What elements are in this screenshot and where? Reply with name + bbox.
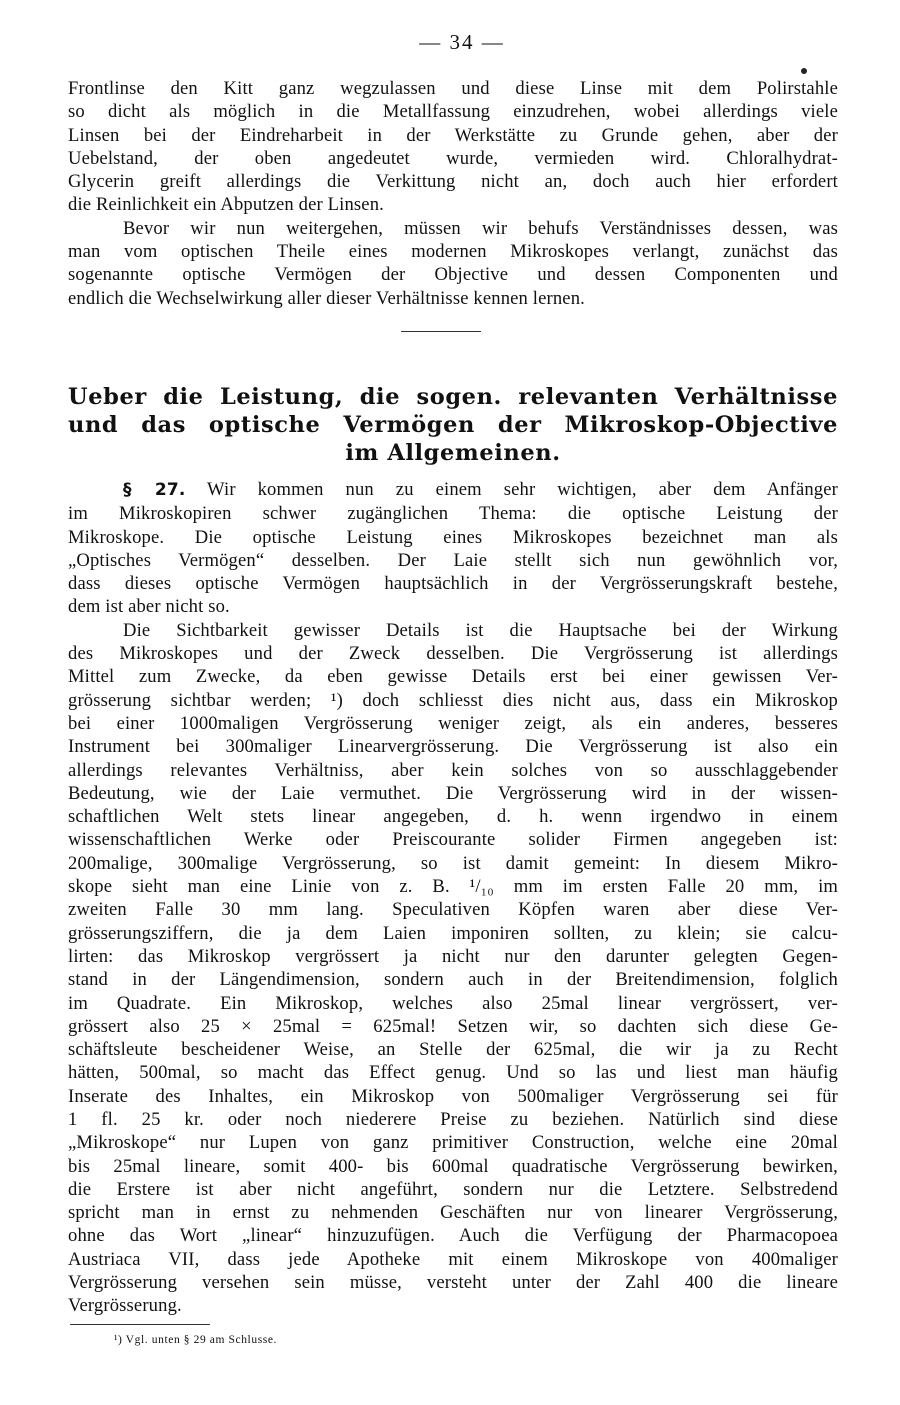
para4-line: Vergrösserung versehen sein müsse, versteht unter der Zahl 400 die lineare [68,1272,838,1294]
para4-line: Inserate des Inhaltes, ein Mikroskop von 500maliger Vergrösserung sei für [68,1085,838,1107]
para1-line: Glycerin greift allerdings die Verkittung nicht an, doch auch hier erfordert [68,171,838,193]
paragraph-section-27 [68,478,838,619]
para1-line: so dicht als möglich in die Metallfassung einzudrehen, wobei allerdings viele [68,101,838,123]
para4-line: Austriaca VII, dass jede Apotheke mit einem Mikroskope von 400maliger [68,1248,838,1270]
para4-line: zweiten Falle 30 mm lang. Speculativen Köpfen waren aber diese Ver- [68,899,838,921]
para4-line: schäftsleute bescheidener Weise, an Stelle der 625mal, die wir ja zu Recht [68,1039,838,1061]
para4-line: Die Sichtbarkeit gewisser Details ist die Hauptsache bei der Wirkung [123,619,838,641]
para3-line: Mikroskope. Die optische Leistung eines Mikroskopes bezeichnet man als [68,526,838,548]
section-mark: § 27. [123,479,186,500]
para1-line: die Reinlichkeit ein Abputzen der Linsen. [68,194,384,216]
para4-line: allerdings relevantes Verhältniss, aber kein solches von so ausschlaggebender [68,759,838,781]
page-number: — 34 — [419,30,505,54]
para3-line: im Mikroskopiren schwer zugänglichen Thema: die optische Leistung der [68,503,838,525]
para2-line: sogenannte optische Vermögen der Objective und dessen Componenten und [68,264,838,286]
para4-line: die Erstere ist aber nicht angeführt, sondern nur die Letztere. Selbstredend [68,1178,838,1200]
para3-line: dass dieses optische Vermögen hauptsächlich in der Vergrösserungskraft bestehe, [68,573,838,595]
para4-line: Instrument bei 300maliger Linearvergrösserung. Die Vergrösserung ist also ein [68,736,838,758]
para4-line: des Mikroskopes und der Zweck desselben. Die Vergrösserung ist allerdings [68,643,838,665]
para1-line: Uebelstand, der oben angedeutet wurde, vermieden wird. Chloralhydrat- [68,147,838,169]
footnote-rule [70,1324,210,1325]
para4-line: 200malige, 300malige Vergrösserung, so ist damit gemeint: In diesem Mikro- [68,852,838,874]
para4-line: stand in der Längendimension, sondern auch in der Breitendimension, folglich [68,969,838,991]
para4-line: im Quadrate. Ein Mikroskop, welches also 25mal linear vergrössert, ver- [68,992,838,1014]
para3-line: § 27. Wir kommen nun zu einem sehr wichtigen, aber dem Anfänger [123,478,838,500]
para4-line: bei einer 1000maligen Vergrösserung weniger zeigt, als ein anderes, besseres [68,712,838,734]
paragraph-2 [68,217,838,310]
para4-line: spricht man in ernst zu nehmenden Geschäften nur von linearer Vergrösserung, [68,1202,838,1224]
para4-line: Bedeutung, wie der Laie vermuthet. Die Vergrösserung wird in der wissen- [68,782,838,804]
section-separator [401,331,481,332]
heading-line: im Allgemeinen. [345,439,561,466]
para4-line: ohne das Wort „linear“ hinzuzufügen. Auch die Verfügung der Pharmacopoea [68,1225,838,1247]
heading-line: Ueber die Leistung, die sogen. relevanten Verhältnisse [68,383,838,410]
para2-line: man vom optischen Theile eines modernen Mikroskopes verlangt, zunächst das [68,241,838,263]
para1-line: Frontlinse den Kitt ganz wegzulassen und diese Linse mit dem Polirstahle [68,78,838,99]
para4-line: Mittel zum Zwecke, da eben gewisse Details erst bei einer gewissen Ver- [68,666,838,688]
para4-line: 1 fl. 25 kr. oder noch niederere Preise zu beziehen. Natürlich sind diese [68,1108,838,1130]
para1-line: Linsen bei der Eindreharbeit in der Werkstätte zu Grunde gehen, aber der [68,124,838,146]
heading-line: und das optische Vermögen der Mikroskop-Objective [68,411,838,438]
para4-line: „Mikroskope“ nur Lupen von ganz primitiver Construction, welche eine 20mal [68,1132,838,1154]
document-page [68,30,838,1347]
para4-line: grösserung sichtbar werden; ¹) doch schliesst dies nicht aus, dass ein Mikroskop [68,689,838,711]
para2-line: Bevor wir nun weitergehen, müssen wir behufs Verständnisses dessen, was [123,217,838,239]
para3-line: dem ist aber nicht so. [68,596,230,618]
para4-line: skope sieht man eine Linie von z. B. ¹/₁₀ mm im ersten Falle 20 mm, im [68,876,838,898]
para3-line: „Optisches Vermögen“ desselben. Der Laie stellt sich nun gewöhnlich vor, [68,549,838,571]
para4-line: grösserungsziffern, die ja dem Laien imponiren sollten, zu klein; sie calcu- [68,922,838,944]
para4-line: bis 25mal lineare, somit 400- bis 600mal quadratische Vergrösserung bewirken, [68,1155,838,1177]
para4-line: Vergrösserung. [68,1295,182,1317]
section-heading [68,383,838,467]
para4-line: wissenschaftlichen Werke oder Preiscourante solider Firmen angegeben ist: [68,829,838,851]
footnote: ¹) Vgl. unten § 29 am Schlusse. [114,1333,278,1346]
para4-line: grössert also 25 × 25mal = 625mal! Setzen wir, so dachten sich diese Ge- [68,1015,838,1037]
para2-line: endlich die Wechselwirkung aller dieser Verhältnisse kennen lernen. [68,287,585,309]
para4-line: schaftlichen Welt stets linear angegeben, d. h. wenn irgendwo in einem [68,806,838,828]
paragraph-1 [68,77,838,217]
paragraph-4 [68,619,838,1318]
para4-line: hätten, 500mal, so macht das Effect genug. Und so las und liest man häufig [68,1062,838,1084]
para4-line: lirten: das Mikroskop vergrössert ja nicht nur den darunter gelegten Gegen- [68,945,838,967]
